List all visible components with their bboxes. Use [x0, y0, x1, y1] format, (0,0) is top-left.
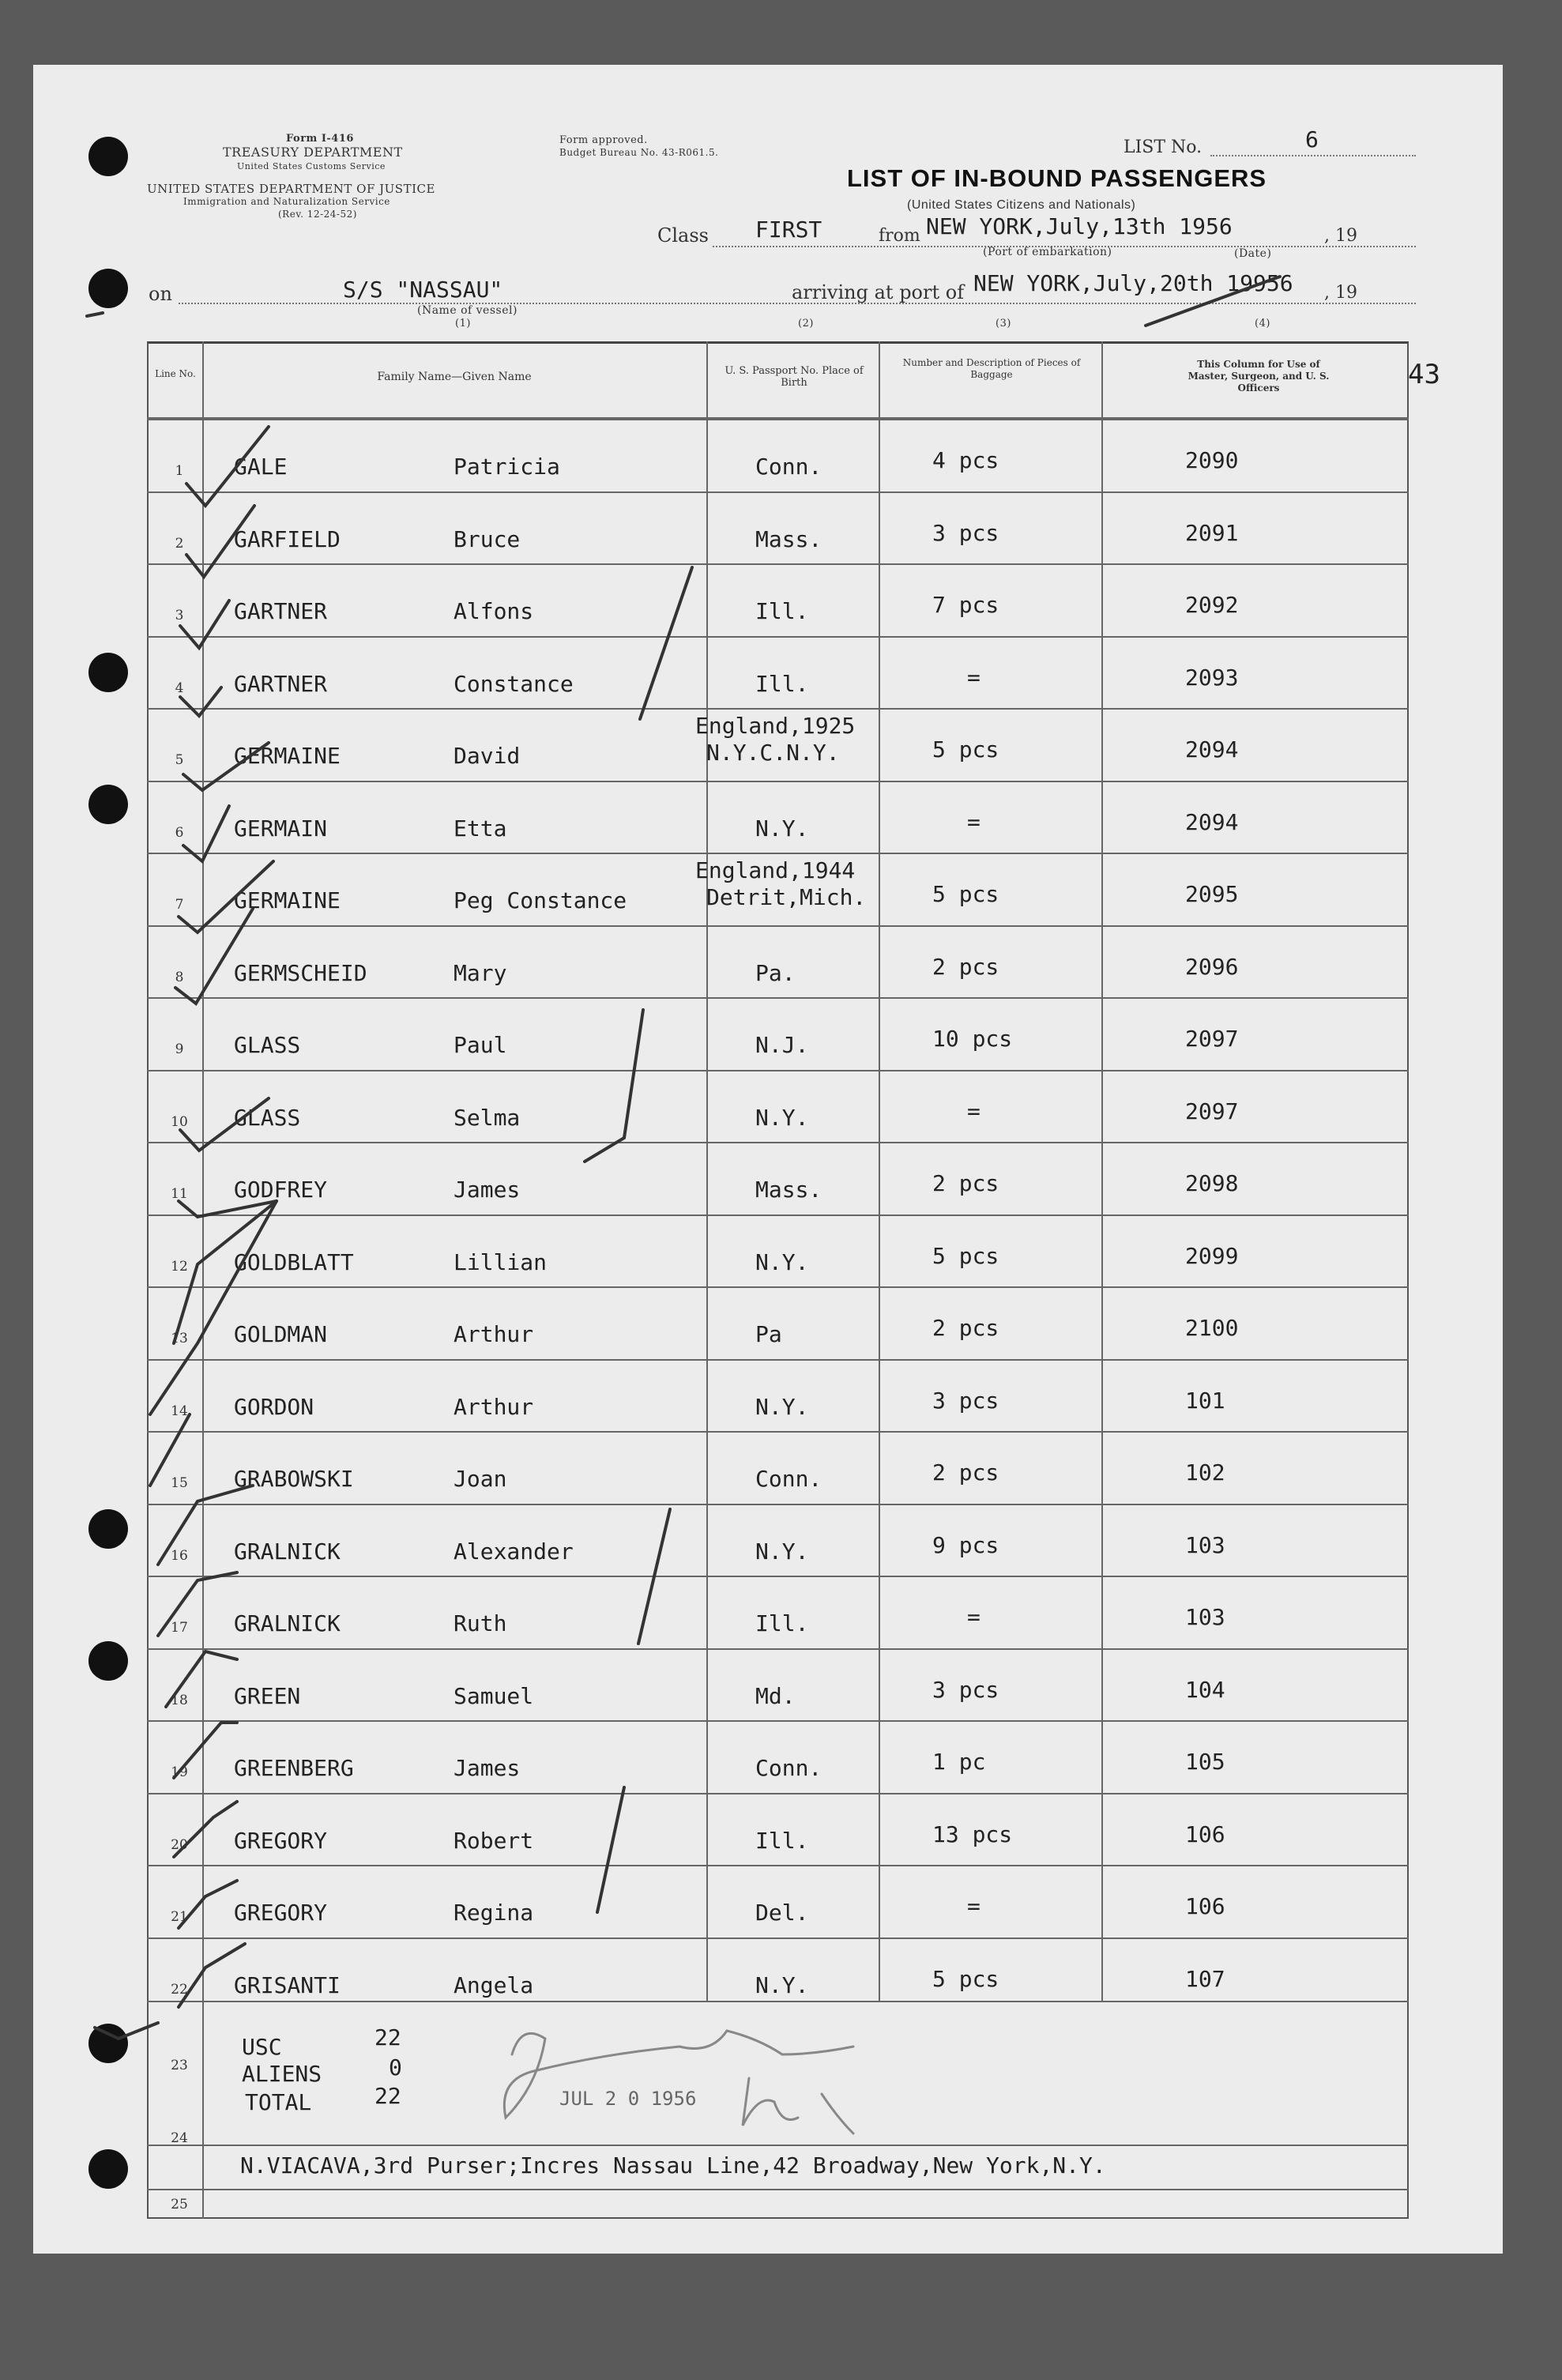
- col-header-line: Line No.: [155, 368, 196, 379]
- given-name: Patricia: [454, 454, 560, 480]
- family-name: GREENBERG: [234, 1755, 354, 1781]
- form-title: LIST OF IN-BOUND PASSENGERS: [847, 164, 1267, 192]
- birth-place: Conn.: [755, 454, 822, 480]
- birth-place: Mass.: [755, 525, 822, 552]
- total-value: 22: [375, 2083, 401, 2109]
- birth-place: Md.: [755, 1682, 796, 1709]
- given-name: James: [454, 1755, 521, 1781]
- line-number: 5: [175, 752, 184, 768]
- officer-number: 106: [1185, 1893, 1225, 1919]
- line-number: 3: [175, 608, 184, 623]
- given-name: Peg Constance: [454, 887, 627, 913]
- year-suffix-2: , 19: [1324, 283, 1357, 303]
- family-name: GALE: [234, 454, 288, 480]
- vessel-caption: (Name of vessel): [417, 304, 518, 317]
- port-caption: (Port of embarkation): [983, 246, 1112, 258]
- baggage: 3 pcs: [932, 1387, 999, 1414]
- line-number: 1: [175, 463, 184, 479]
- justice-dept: UNITED STATES DEPARTMENT OF JUSTICE: [147, 182, 435, 196]
- col3-marker: (3): [996, 318, 1011, 330]
- family-name: GOLDMAN: [234, 1321, 328, 1347]
- from-value: NEW YORK,July,13th 1956: [926, 213, 1233, 239]
- total-label: TOTAL: [245, 2089, 312, 2115]
- on-label: on: [149, 283, 172, 305]
- birth-place: Ill.: [755, 598, 809, 624]
- given-name: Angela: [454, 1971, 534, 1998]
- baggage: 4 pcs: [932, 447, 999, 473]
- family-name: GREGORY: [234, 1900, 328, 1926]
- given-name: Selma: [454, 1104, 521, 1131]
- officer-number: 2094: [1185, 736, 1239, 763]
- officer-number: 102: [1185, 1459, 1225, 1486]
- baggage: =: [967, 808, 980, 835]
- officer-number: 103: [1185, 1531, 1225, 1558]
- line-number: 17: [171, 1620, 188, 1636]
- usc-value: 22: [375, 2024, 401, 2050]
- officer-number: 2093: [1185, 664, 1239, 691]
- birth-place: N.J.: [755, 1032, 809, 1058]
- family-name: GORDON: [234, 1393, 314, 1420]
- baggage: 5 pcs: [932, 881, 999, 907]
- line-number: 18: [171, 1692, 188, 1708]
- birth-place: N.Y.: [755, 1248, 809, 1275]
- given-name: Regina: [454, 1900, 534, 1926]
- year-suffix-1: , 19: [1324, 226, 1357, 246]
- family-name: GERMAIN: [234, 815, 328, 842]
- officer-number: 101: [1185, 1387, 1225, 1414]
- line-number: 20: [171, 1836, 188, 1853]
- revision: (Rev. 12-24-52): [278, 209, 357, 220]
- officer-number: 2097: [1185, 1026, 1239, 1052]
- line-number: 6: [175, 824, 184, 841]
- ins-service: Immigration and Naturalization Service: [183, 196, 390, 207]
- officer-number: 2097: [1185, 1098, 1239, 1124]
- form-number: Form I-416: [286, 133, 354, 145]
- officer-number: 2100: [1185, 1315, 1239, 1341]
- baggage: 2 pcs: [932, 1170, 999, 1196]
- date-caption: (Date): [1234, 247, 1272, 260]
- given-name: David: [454, 743, 521, 769]
- family-name: GOLDBLATT: [234, 1248, 354, 1275]
- baggage: 7 pcs: [932, 592, 999, 618]
- line-number: 11: [171, 1186, 188, 1202]
- given-name: Lillian: [454, 1248, 548, 1275]
- birth-place: Mass.: [755, 1177, 822, 1203]
- birth-place-2: Detrit,Mich.: [706, 884, 867, 910]
- birth-place: N.Y.: [755, 1971, 809, 1998]
- line-number: 7: [175, 897, 184, 913]
- birth-place: Ill.: [755, 670, 809, 697]
- family-name: GREEN: [234, 1682, 301, 1709]
- family-name: GREGORY: [234, 1827, 328, 1854]
- arriving-label: arriving at port of: [792, 281, 965, 303]
- baggage: 1 pc: [932, 1749, 986, 1775]
- line-number-25: 25: [171, 2197, 188, 2212]
- given-name: Etta: [454, 815, 507, 842]
- officer-number: 103: [1185, 1604, 1225, 1630]
- col-header-name: Family Name—Given Name: [377, 371, 532, 383]
- given-name: Alexander: [454, 1538, 574, 1565]
- line-number: 10: [171, 1113, 188, 1130]
- birth-place: Conn.: [755, 1755, 822, 1781]
- birth-place: Pa.: [755, 959, 796, 986]
- given-name: Mary: [454, 959, 507, 986]
- given-name: James: [454, 1177, 521, 1203]
- officer-number: 2096: [1185, 953, 1239, 980]
- birth-place: England,1925: [695, 713, 856, 739]
- birth-place: Del.: [755, 1900, 809, 1926]
- line-number: 2: [175, 535, 184, 552]
- officer-number: 2099: [1185, 1242, 1239, 1269]
- form-approved: Form approved.: [559, 134, 648, 146]
- line-number-23: 23: [171, 2058, 188, 2073]
- given-name: Joan: [454, 1466, 507, 1492]
- baggage: 2 pcs: [932, 953, 999, 980]
- from-label: from: [879, 226, 920, 246]
- birth-place-2: N.Y.C.N.Y.: [706, 740, 840, 766]
- birth-place: Ill.: [755, 1610, 809, 1636]
- officer-number: 2095: [1185, 881, 1239, 907]
- family-name: GODFREY: [234, 1177, 328, 1203]
- col1-marker: (1): [455, 318, 471, 330]
- line-number: 13: [171, 1331, 188, 1346]
- birth-place: Conn.: [755, 1466, 822, 1492]
- officer-number: 2094: [1185, 808, 1239, 835]
- baggage: =: [967, 1893, 980, 1919]
- birth-place: N.Y.: [755, 1538, 809, 1565]
- arriving-value: NEW YORK,July,20th 19956: [973, 270, 1293, 296]
- baggage: =: [967, 664, 980, 691]
- given-name: Ruth: [454, 1610, 507, 1636]
- baggage: 9 pcs: [932, 1531, 999, 1558]
- class-value: FIRST: [755, 217, 822, 243]
- usc-label: USC: [242, 2034, 282, 2060]
- birth-place: N.Y.: [755, 1393, 809, 1420]
- line-number: 4: [175, 680, 184, 696]
- baggage: 5 pcs: [932, 1242, 999, 1269]
- family-name: GARTNER: [234, 670, 328, 697]
- given-name: Robert: [454, 1827, 534, 1854]
- class-label: Class: [657, 224, 709, 247]
- officer-number: 104: [1185, 1676, 1225, 1703]
- page-number: 43: [1408, 359, 1440, 390]
- line-number: 22: [171, 1981, 188, 1998]
- line-number: 15: [171, 1475, 188, 1491]
- aliens-label: ALIENS: [242, 2061, 322, 2087]
- family-name: GRABOWSKI: [234, 1466, 354, 1492]
- given-name: Arthur: [454, 1321, 534, 1347]
- given-name: Arthur: [454, 1393, 534, 1420]
- list-no-value: 6: [1305, 126, 1319, 153]
- baggage: 10 pcs: [932, 1026, 1013, 1052]
- officer-number: 2098: [1185, 1170, 1239, 1196]
- aliens-value: 0: [389, 2054, 402, 2081]
- line-number: 8: [175, 969, 184, 985]
- budget-bureau: Budget Bureau No. 43-R061.5.: [559, 147, 719, 158]
- family-name: GRALNICK: [234, 1610, 341, 1636]
- given-name: Samuel: [454, 1682, 534, 1709]
- line-number: 12: [171, 1258, 188, 1275]
- line-number-24: 24: [171, 2130, 188, 2146]
- baggage: 3 pcs: [932, 1676, 999, 1703]
- family-name: GERMAINE: [234, 887, 341, 913]
- col-header-baggage: Number and Description of Pieces of Baggage: [902, 357, 1081, 380]
- family-name: GRISANTI: [234, 1971, 341, 1998]
- col-header-officers: This Column for Use of Master, Surgeon, and U. S. Officers: [1187, 359, 1330, 394]
- officer-number: 2091: [1185, 519, 1239, 546]
- line-number: 21: [171, 1909, 188, 1925]
- baggage: 5 pcs: [932, 1965, 999, 1992]
- treasury-dept: TREASURY DEPARTMENT: [223, 145, 403, 160]
- birth-place: Ill.: [755, 1827, 809, 1854]
- baggage: 3 pcs: [932, 519, 999, 546]
- baggage: 13 pcs: [932, 1821, 1013, 1847]
- family-name: GARFIELD: [234, 525, 341, 552]
- vessel-name: S/S "NASSAU": [343, 277, 503, 303]
- line-number: 19: [171, 1764, 188, 1780]
- line-number: 16: [171, 1547, 188, 1564]
- officer-number: 2090: [1185, 447, 1239, 473]
- baggage: 2 pcs: [932, 1459, 999, 1486]
- family-name: GARTNER: [234, 598, 328, 624]
- officer-number: 2092: [1185, 592, 1239, 618]
- officer-number: 107: [1185, 1965, 1225, 1992]
- given-name: Constance: [454, 670, 574, 697]
- line-number: 9: [175, 1041, 184, 1057]
- family-name: GERMSCHEID: [234, 959, 367, 986]
- birth-place: N.Y.: [755, 815, 809, 842]
- family-name: GERMAINE: [234, 743, 341, 769]
- purser-line: N.VIACAVA,3rd Purser;Incres Nassau Line,42 Broadway,New York,N.Y.: [240, 2152, 1106, 2179]
- col2-marker: (2): [798, 318, 814, 330]
- given-name: Paul: [454, 1032, 507, 1058]
- officer-number: 106: [1185, 1821, 1225, 1847]
- customs-service: United States Customs Service: [237, 161, 386, 171]
- baggage: 2 pcs: [932, 1315, 999, 1341]
- birth-place: England,1944: [695, 857, 856, 883]
- birth-place: Pa: [755, 1321, 782, 1347]
- family-name: GLASS: [234, 1104, 301, 1131]
- form-subtitle: (United States Citizens and Nationals): [907, 198, 1136, 212]
- birth-place: N.Y.: [755, 1104, 809, 1131]
- baggage: =: [967, 1604, 980, 1630]
- col4-marker: (4): [1255, 318, 1270, 330]
- given-name: Bruce: [454, 525, 521, 552]
- given-name: Alfons: [454, 598, 534, 624]
- baggage: =: [967, 1098, 980, 1124]
- family-name: GRALNICK: [234, 1538, 341, 1565]
- family-name: GLASS: [234, 1032, 301, 1058]
- col-header-passport: U. S. Passport No. Place of Birth: [725, 365, 864, 389]
- line-number: 14: [171, 1403, 188, 1419]
- received-date-stamp: JUL 2 0 1956: [559, 2088, 697, 2110]
- officer-number: 105: [1185, 1749, 1225, 1775]
- baggage: 5 pcs: [932, 736, 999, 763]
- list-no-label: LIST No.: [1124, 137, 1203, 157]
